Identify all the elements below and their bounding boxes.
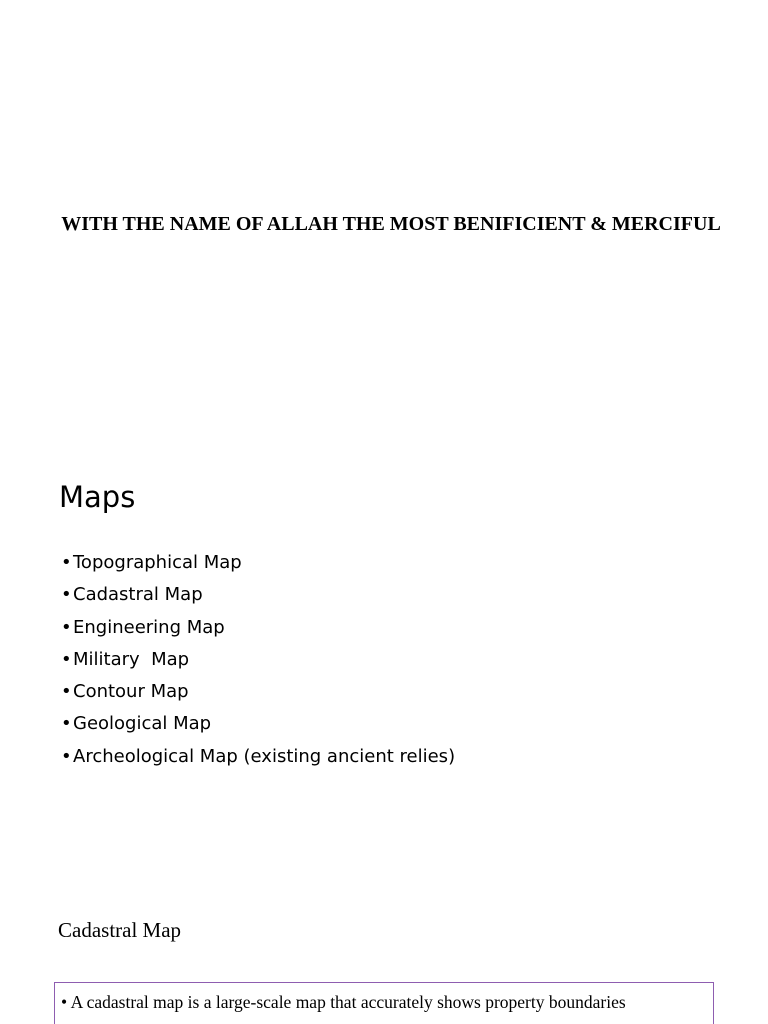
bullet-icon: •: [61, 616, 72, 638]
list-item-label: Archeological Map (existing ancient relies): [73, 745, 456, 767]
bullet-icon: •: [61, 713, 72, 735]
list-item: [61, 548, 455, 580]
bullet-icon: •: [61, 992, 68, 1012]
definition-box: [54, 982, 714, 1024]
list-item: [61, 742, 455, 774]
bullet-icon: •: [61, 584, 72, 606]
list-item: [61, 677, 455, 709]
bullet-icon: •: [61, 552, 72, 573]
list-item-label: Cadastral Map: [73, 584, 203, 606]
maps-list: [61, 548, 455, 774]
list-item: [61, 645, 455, 677]
list-item-label: Topographical Map: [73, 552, 242, 573]
list-item: [61, 709, 455, 741]
list-item: [61, 580, 455, 612]
list-item-label: Geological Map: [73, 713, 212, 735]
section-heading: Cadastral Map: [58, 918, 182, 942]
list-item-label: Military Map: [73, 648, 190, 670]
definition-text: A cadastral map is a large-scale map that accurately shows property boundaries: [70, 992, 626, 1012]
bullet-icon: •: [61, 681, 72, 703]
page-title: WITH THE NAME OF ALLAH THE MOST BENIFICIENT & MERCIFUL: [61, 213, 721, 235]
maps-heading: Maps: [59, 480, 136, 514]
bullet-icon: •: [61, 745, 72, 767]
list-item-label: Engineering Map: [73, 616, 225, 638]
list-item-label: Contour Map: [73, 681, 189, 703]
list-item: [61, 613, 455, 645]
bullet-icon: •: [61, 648, 72, 670]
